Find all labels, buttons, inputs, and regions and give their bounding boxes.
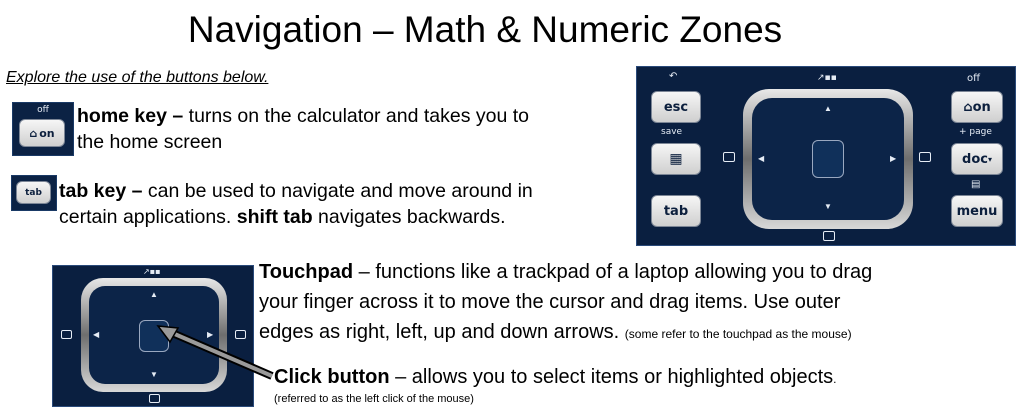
click-button-name: Click button [274,366,390,388]
home-icon-panel: ⌂ [963,99,973,115]
home-line1: turns on the calculator and takes you to [188,105,530,127]
click-note: (referred to as the left click of the mouse) [274,393,474,405]
menu-doc-icon: ▤ [971,179,981,190]
grab-icon: ↗▪▪ [817,73,837,83]
click-text: allows you to select items or highlighted objects [411,366,834,388]
click-button[interactable] [812,140,844,178]
down-arrow-icon-small: ▼ [150,370,158,379]
right-side-icon [919,152,931,162]
touchpad-line1: functions like a trackpad of a laptop allowing you to drag [375,261,873,283]
off-label-panel: off [967,73,981,84]
save-label: save [661,127,683,137]
tab-key-name: tab key [59,180,127,202]
home-icon: ⌂ [29,126,38,140]
doc-label: doc [962,151,988,167]
tab-key-panel[interactable] [651,195,701,227]
right-arrow-icon-small: ▶ [207,330,214,339]
check-doc-icon-small [149,394,160,403]
plus-page-label: + page [959,127,992,137]
touchpad-note: (some refer to the touchpad as the mouse) [624,327,852,341]
scratchpad-key[interactable] [651,143,701,175]
touchpad-dash: – [353,261,376,283]
home-key-name: home key [77,105,167,127]
on-label: on [39,126,55,140]
click-period: . [833,372,837,386]
tab-key[interactable] [16,181,51,204]
left-arrow-icon-small: ◀ [93,330,100,339]
shift-tab-text: shift tab [236,206,313,228]
touchpad-name: Touchpad [259,261,354,283]
tab-dash: – [126,180,148,202]
instruction-text: Explore the use of the buttons below. [6,69,269,86]
home-dash: – [166,105,189,127]
doc-key[interactable] [951,143,1003,175]
left-side-icon [723,152,735,162]
touchpad-description [259,257,1019,349]
home-key-image [12,102,74,156]
touchpad-surface[interactable] [752,98,904,220]
tab-line2a: certain applications. [59,206,237,228]
menu-key[interactable] [951,195,1003,227]
home-on-key[interactable] [19,119,65,147]
page-title: Navigation – Math & Numeric Zones [187,9,783,50]
on-panel-label: on [972,99,991,115]
calculator-keypad-image [636,66,1016,246]
menu-label: menu [956,203,998,219]
esc-key[interactable] [651,91,701,123]
tab-panel-label: tab [663,203,689,219]
check-doc-icon [823,231,835,241]
touchpad[interactable] [743,89,913,229]
esc-label: esc [663,99,689,115]
undo-icon: ↶ [669,71,678,82]
down-arrow-icon: ▼ [824,202,832,211]
touchpad-line3: edges as right, left, up and down arrows. [259,321,620,343]
off-label: off [37,105,49,115]
left-side-icon-small [61,330,72,339]
tab-line2b: navigates backwards. [312,206,506,228]
up-arrow-icon-small: ▲ [150,290,158,299]
click-button-description [274,364,1014,406]
up-arrow-icon: ▲ [824,104,832,113]
touchpad-line2: your finger across it to move the cursor and drag items. Use outer [259,291,841,313]
grab-icon-small: ↗▪▪ [143,267,161,276]
chevron-down-icon: ▾ [987,154,992,164]
tab-key-description [59,178,619,230]
tab-key-image [11,175,57,211]
home-line2: the home screen [77,131,223,153]
home-on-key-panel[interactable] [951,91,1003,123]
home-key-description [77,103,597,155]
scratchpad-icon: ▦ [669,151,683,167]
tab-key-label: tab [25,187,42,198]
left-arrow-icon: ◀ [758,154,765,163]
right-arrow-icon: ▶ [890,154,897,163]
tab-line1: can be used to navigate and move around in [147,180,533,202]
click-dash: – [389,366,412,388]
